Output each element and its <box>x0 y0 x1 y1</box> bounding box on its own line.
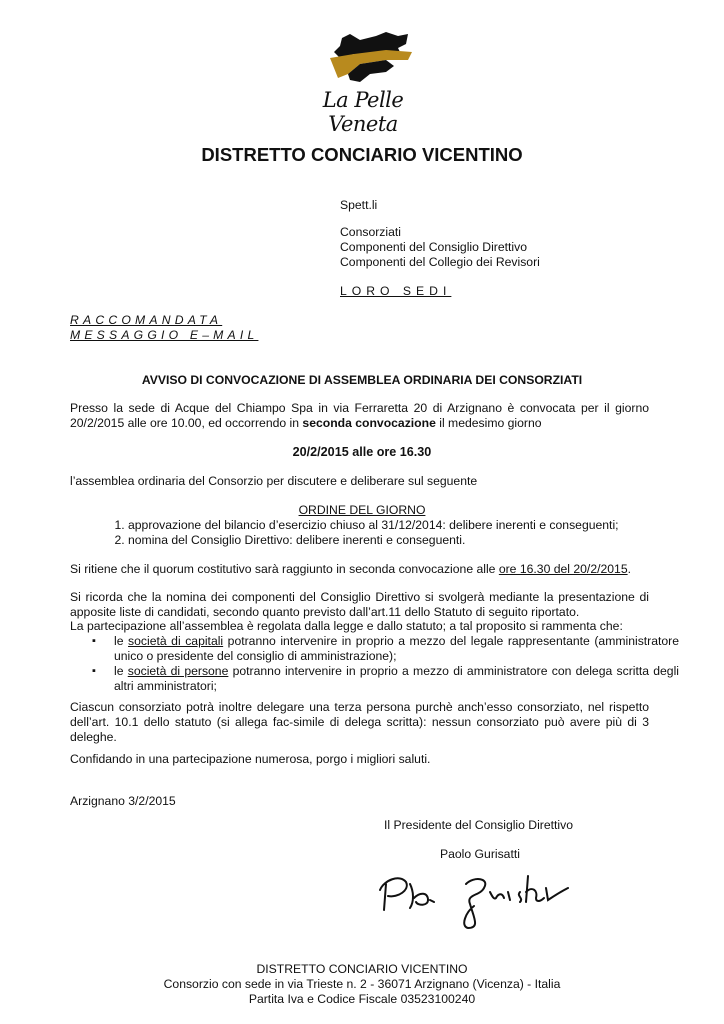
page-title: DISTRETTO CONCIARIO VICENTINO <box>201 144 523 165</box>
bullet-underlined: società di persone <box>127 664 229 678</box>
footer-line-2: Consorzio con sede in via Trieste n. 2 - 36071 Arzignano (Vicenza) - Italia <box>163 977 561 991</box>
place-date: Arzignano 3/2/2015 <box>70 794 176 808</box>
second-convocation-date: 20/2/2015 alle ore 16.30 <box>292 445 432 459</box>
bullet-post: potranno intervenire in proprio a mezzo di amministratore con delega scritta degli altri amministratori; <box>114 664 680 693</box>
participation-bullet <box>114 664 679 694</box>
nomination-paragraph: Si ricorda che la nomina dei componenti del Consiglio Direttivo si svolgerà mediante la presentazione di apposite liste di candidati, secondo quanto previsto dall’art.11 dello Statuto di seguito riportato. <box>70 590 649 619</box>
assembly-line: l’assemblea ordinaria del Consorzio per discutere e deliberare sul seguente <box>70 474 478 488</box>
delegation-paragraph: Ciascun consorziato potrà inoltre delegare una terza persona purchè anch’esso consorziato, nel rispetto dell’art. 10.1 dello statuto (si allega fac-simile di delega scritta): nessun consorziato può avere più di 3 deleghe. <box>70 700 649 744</box>
addressee-line-3: Componenti del Collegio dei Revisori <box>340 255 540 269</box>
addressee-line-1: Consorziati <box>340 225 401 239</box>
delivery-line-1: RACCOMANDATA <box>70 313 223 327</box>
quorum-paragraph <box>70 562 649 577</box>
subject-heading: AVVISO DI CONVOCAZIONE DI ASSEMBLEA ORDINARIA DEI CONSORZIATI <box>141 373 583 387</box>
footer-line-3: Partita Iva e Codice Fiscale 03523100240 <box>248 992 476 1006</box>
bullet-pre: le <box>114 664 128 678</box>
signatory-name: Paolo Gurisatti <box>440 847 520 861</box>
intro-part-1: Presso la sede di Acque del Chiampo Spa in via Ferraretta 20 di Arzignano è convocata per il giorno 20/2/2015 alle ore 10.00, ed occorrendo in <box>70 401 649 430</box>
delivery-line-2: MESSAGGIO E–MAIL <box>70 328 259 342</box>
quorum-text: Si ritiene che il quorum costitutivo sarà raggiunto in seconda convocazione alle <box>70 562 499 576</box>
quorum-end: . <box>627 562 631 576</box>
participation-list <box>70 634 679 694</box>
agenda-list <box>70 518 670 548</box>
bullet-pre: le <box>114 634 129 648</box>
bullet-post: potranno intervenire in proprio a mezzo del legale rappresentante (amministratore unico o presidente del consiglio di amministrazione); <box>114 634 680 663</box>
addressee-line-2: Componenti del Consiglio Direttivo <box>340 240 527 254</box>
participation-bullet <box>114 634 679 664</box>
addressee-salutation: Spett.li <box>340 198 378 212</box>
footer-line-1: DISTRETTO CONCIARIO VICENTINO <box>256 962 468 976</box>
handwritten-signature <box>370 862 580 932</box>
leather-hide-icon <box>290 30 440 90</box>
closing-line: Confidando in una partecipazione numerosa, porgo i migliori saluti. <box>70 752 431 766</box>
loro-sedi: LORO SEDI <box>340 284 452 298</box>
intro-part-2: il medesimo giorno <box>435 416 542 430</box>
logo-text: La Pelle Veneta <box>322 88 404 136</box>
delivery-method <box>70 313 258 343</box>
agenda-item: 1. approvazione del bilancio d’esercizio chiuso al 31/12/2014: delibere inerenti e conseguenti; <box>128 518 670 533</box>
quorum-time: ore 16.30 del 20/2/2015 <box>498 562 628 576</box>
intro-paragraph <box>70 401 649 431</box>
bullet-underlined: società di capitali <box>128 634 224 648</box>
agenda-item: 2. nomina del Consiglio Direttivo: delibere inerenti e conseguenti. <box>128 533 670 548</box>
agenda-heading: ORDINE DEL GIORNO <box>298 503 426 517</box>
intro-bold: seconda convocazione <box>302 416 436 430</box>
signatory-role: Il Presidente del Consiglio Direttivo <box>384 818 573 832</box>
participation-intro: La partecipazione all’assemblea è regolata dalla legge e dallo statuto; a tal proposito si rammenta che: <box>70 619 623 633</box>
